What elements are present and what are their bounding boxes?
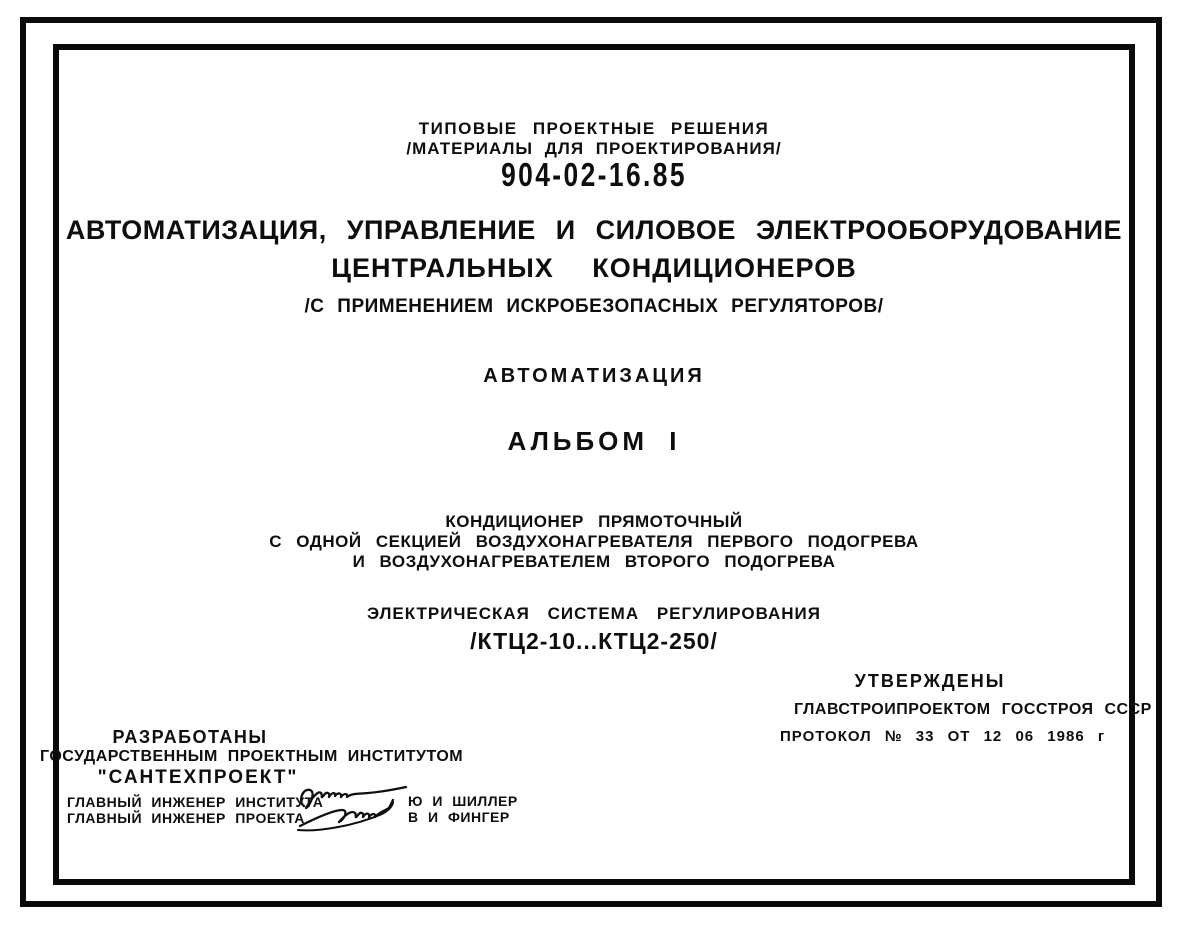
equipment-line-1: КОНДИЦИОНЕР ПРЯМОТОЧНЫЙ <box>445 512 743 531</box>
developed-line-2: ГОСУДАРСТВЕННЫМ ПРОЕКТНЫМ ИНСТИТУТОМ <box>40 748 464 765</box>
signatures-handwriting-icon <box>294 780 416 836</box>
doc-type-line-2: /МАТЕРИАЛЫ ДЛЯ ПРОЕКТИРОВАНИЯ/ <box>406 139 782 158</box>
main-title-line-1: АВТОМАТИЗАЦИЯ, УПРАВЛЕНИЕ И СИЛОВОЕ ЭЛЕКТРООБОРУДОВАНИЕ <box>65 215 1123 245</box>
approval-line-3: ПРОТОКОЛ № 33 ОТ 12 06 1986 г <box>780 728 1106 745</box>
section-label: АВТОМАТИЗАЦИЯ <box>483 365 705 387</box>
chief-engineer-institute-name: Ю И ШИЛЛЕР <box>408 793 518 809</box>
album-label: АЛЬБОМ I <box>507 426 681 456</box>
chief-engineer-project-name: В И ФИНГЕР <box>408 809 510 825</box>
system-line-1: ЭЛЕКТРИЧЕСКАЯ СИСТЕМА РЕГУЛИРОВАНИЯ <box>367 604 821 623</box>
main-title-line-2: ЦЕНТРАЛЬНЫХ КОНДИЦИОНЕРОВ <box>331 253 857 283</box>
signature-project-icon <box>300 800 393 826</box>
chief-engineer-project-label: ГЛАВНЫЙ ИНЖЕНЕР ПРОЕКТА <box>67 810 305 826</box>
series-number: 904-02-16.85 <box>501 156 687 193</box>
main-title-note: /С ПРИМЕНЕНИЕМ ИСКРОБЕЗОПАСНЫХ РЕГУЛЯТОРОВ/ <box>304 296 884 317</box>
approval-line-1: УТВЕРЖДЕНЫ <box>854 671 1006 691</box>
chief-engineer-institute-label: ГЛАВНЫЙ ИНЖЕНЕР ИНСТИТУТА <box>67 794 324 810</box>
developed-line-3: "САНТЕХПРОЕКТ" <box>97 767 299 788</box>
system-line-2: /КТЦ2-10...КТЦ2-250/ <box>470 628 718 654</box>
equipment-line-2: С ОДНОЙ СЕКЦИЕЙ ВОЗДУХОНАГРЕВАТЕЛЯ ПЕРВОГО ПОДОГРЕВА <box>269 532 919 551</box>
approval-line-2: ГЛАВСТРОИПРОЕКТОМ ГОССТРОЯ СССР <box>794 701 1152 718</box>
doc-type-line-1: ТИПОВЫЕ ПРОЕКТНЫЕ РЕШЕНИЯ <box>418 119 770 138</box>
developed-line-1: РАЗРАБОТАНЫ <box>112 727 268 747</box>
equipment-line-3: И ВОЗДУХОНАГРЕВАТЕЛЕМ ВТОРОГО ПОДОГРЕВА <box>352 552 836 571</box>
